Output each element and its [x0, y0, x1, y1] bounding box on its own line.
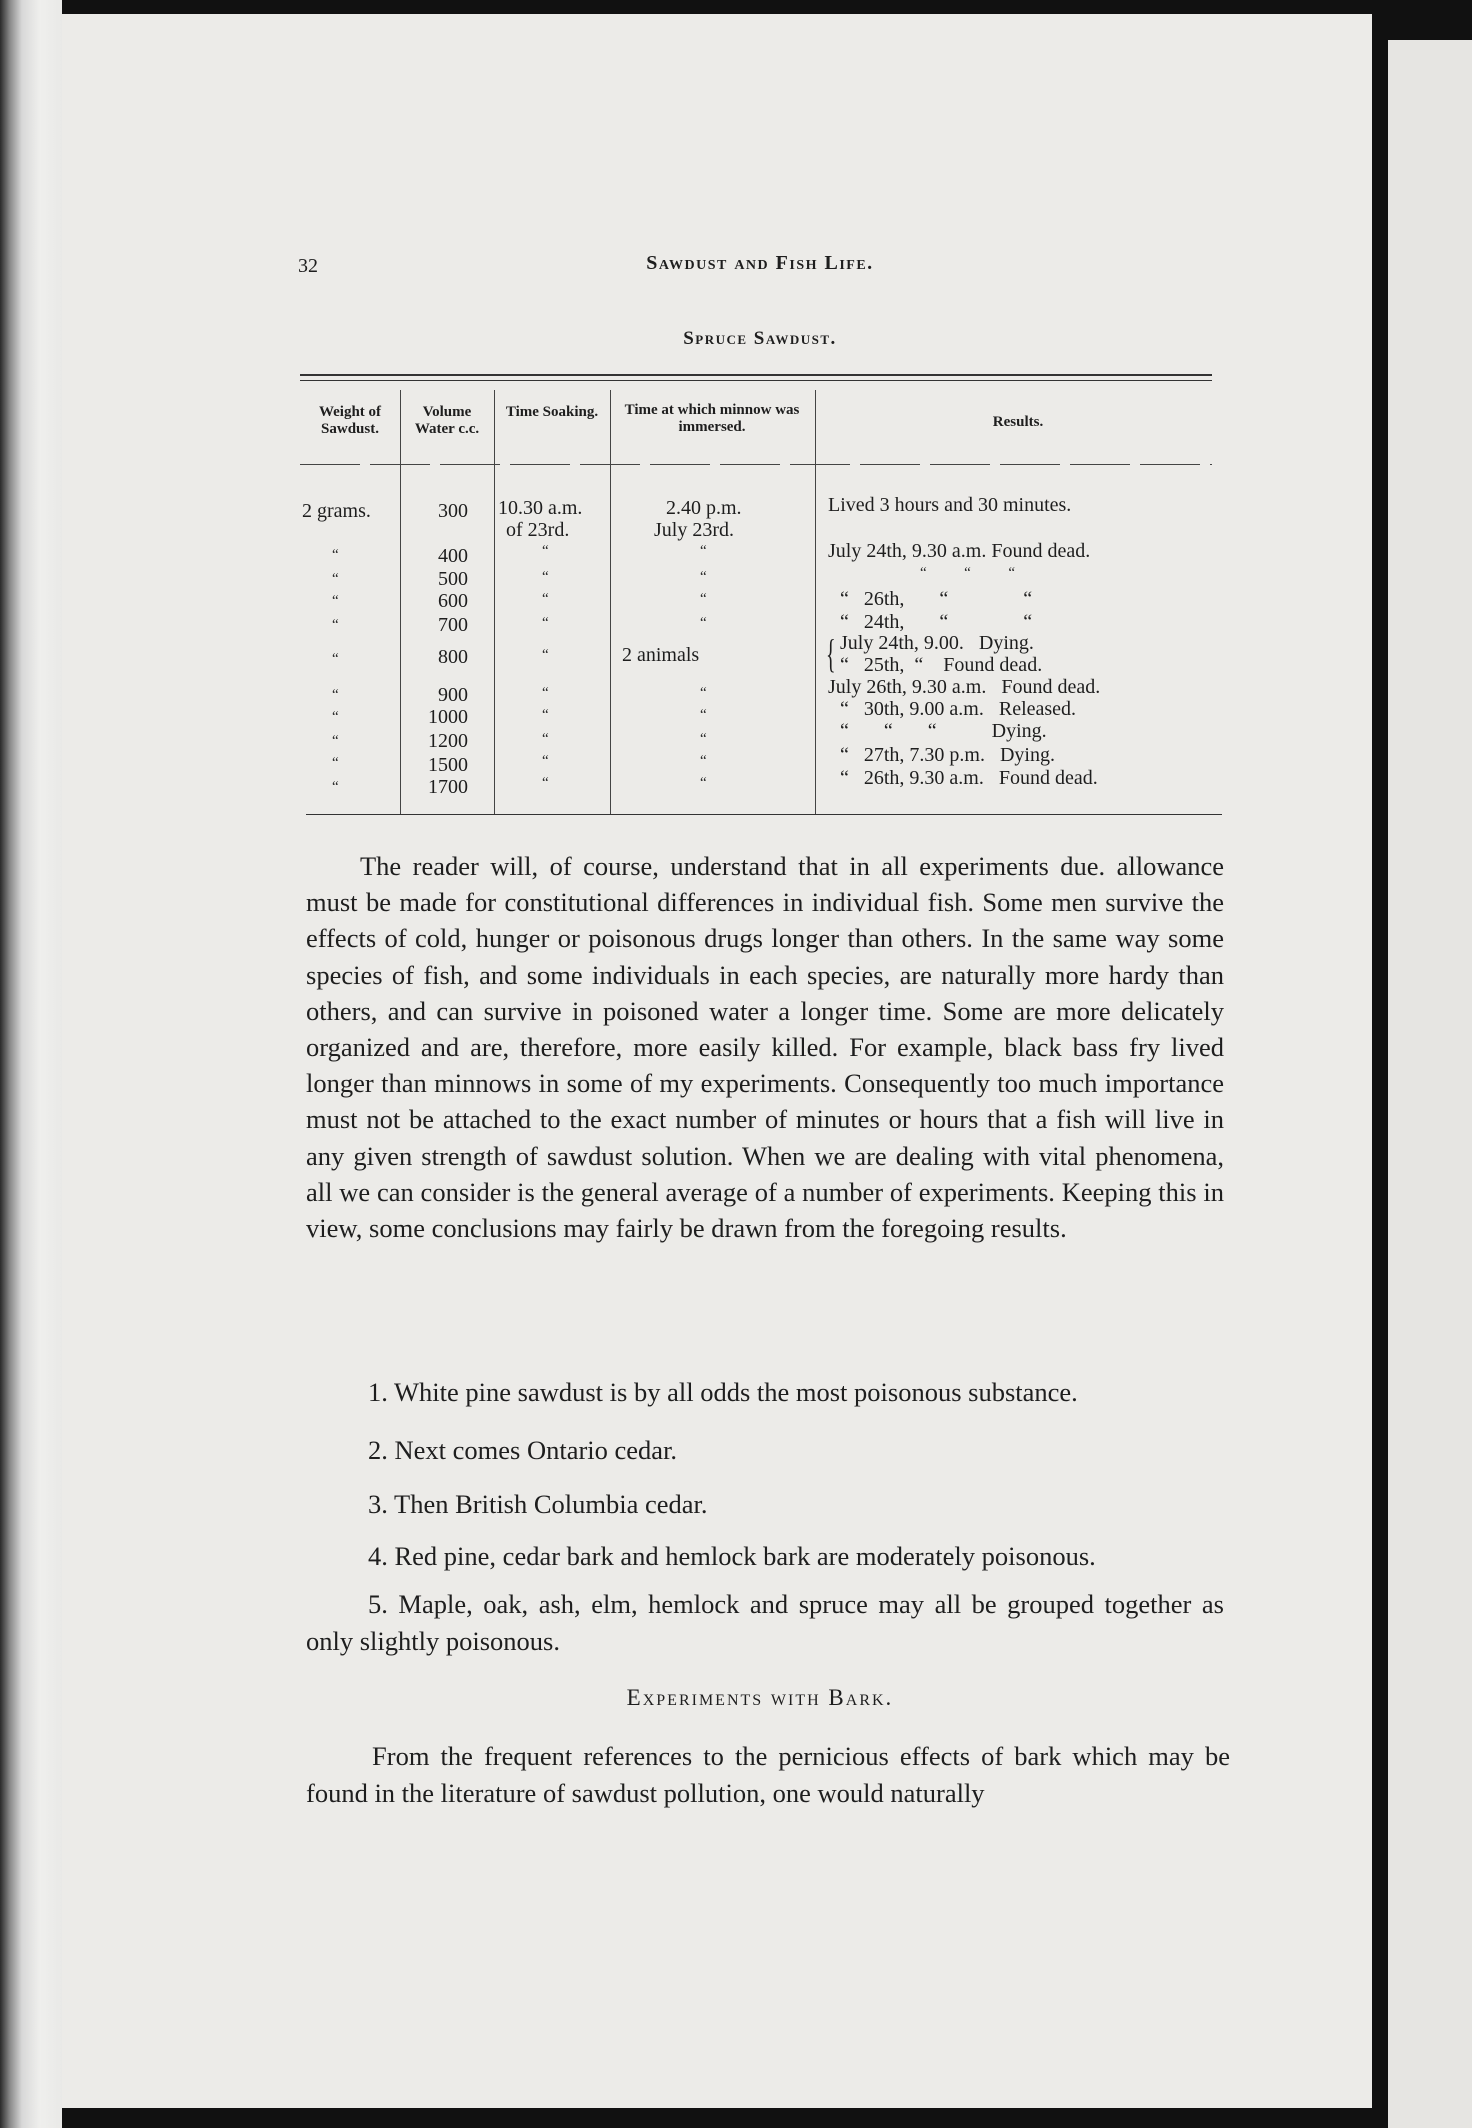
table-cell-immersed-line2: July 23rd. — [654, 519, 734, 541]
page-number: 32 — [298, 255, 318, 277]
table-cell-immersed: “ — [700, 569, 707, 585]
table-cell-immersed: “ — [700, 731, 707, 747]
running-title: Sawdust and Fish Life. — [646, 252, 874, 274]
table-cell-weight: “ — [332, 593, 339, 609]
table-cell-weight: “ — [332, 733, 339, 749]
table-cell-result: July 26th, 9.30 a.m. Found dead. — [828, 676, 1101, 698]
table-cell-volume: 800 — [438, 646, 468, 668]
table-cell-weight: “ — [332, 687, 339, 703]
table-cell-soaking: “ — [542, 615, 549, 631]
table-cell-immersed: “ — [700, 775, 707, 791]
table-cell-result: July 24th, 9.00. Dying. — [840, 632, 1034, 654]
table-cell-immersed: “ — [700, 685, 707, 701]
table-cell-soaking: “ — [542, 731, 549, 747]
table-cell-immersed: “ — [700, 543, 707, 559]
col-header-volume: Volume Water c.c. — [414, 404, 480, 437]
conclusion-item-2: 2. Next comes Ontario cedar. — [368, 1435, 678, 1465]
table-cell-weight: “ — [332, 709, 339, 725]
table-cell-soaking: “ — [542, 753, 549, 769]
table-cell-result: “ 27th, 7.30 p.m. Dying. — [840, 744, 1055, 766]
table-cell-weight: “ — [332, 617, 339, 633]
table-cell-weight: 2 grams. — [302, 500, 371, 522]
closing-paragraph: From the frequent references to the pernicious effects of bark which may be found in the literature of sawdust pollution, one would naturally — [306, 1741, 1230, 1808]
table-top-rule-thin — [300, 380, 1212, 381]
col-header-immersed: Time at which minnow was immersed. — [624, 402, 800, 435]
table-cell-weight: “ — [332, 755, 339, 771]
col-header-weight: Weight of Sawdust. — [318, 404, 382, 437]
col-divider-1 — [400, 390, 401, 814]
table-cell-soaking: “ — [542, 647, 549, 663]
table-cell-volume: 600 — [438, 590, 468, 612]
table-cell-result: “ 26th, “ “ — [840, 588, 1033, 610]
table-cell-result: July 24th, 9.30 a.m. Found dead. — [828, 540, 1091, 562]
body-paragraph — [306, 848, 1224, 1246]
next-page-edge — [1388, 40, 1472, 2128]
conclusion-item-5: 5. Maple, oak, ash, elm, hemlock and spruce may all be grouped together as only slightly poisonous. — [306, 1589, 1224, 1656]
table-cell-soaking: 10.30 a.m. — [498, 497, 583, 519]
table-cell-immersed: 2.40 p.m. — [666, 497, 742, 519]
table-cell-soaking: “ — [542, 543, 549, 559]
table-cell-volume: 1500 — [428, 754, 468, 776]
table-cell-result: “ 30th, 9.00 a.m. Released. — [840, 698, 1077, 720]
table-cell-result-line2: “ 25th, “ Found dead. — [840, 654, 1043, 676]
table-cell-volume: 300 — [438, 500, 468, 522]
table-cell-immersed: “ — [700, 707, 707, 723]
col-header-soaking: Time Soaking. — [505, 404, 599, 420]
table-cell-volume: 1200 — [428, 730, 468, 752]
book-binding-edge — [0, 0, 62, 2128]
table-cell-volume: 900 — [438, 684, 468, 706]
table-cell-weight: “ — [332, 651, 339, 667]
table-cell-soaking: “ — [542, 707, 549, 723]
table-cell-volume: 700 — [438, 614, 468, 636]
table-cell-weight: “ — [332, 779, 339, 795]
col-divider-4 — [815, 390, 816, 814]
table-cell-immersed: 2 animals — [622, 644, 700, 666]
table-cell-weight: “ — [332, 571, 339, 587]
section-heading: Experiments with Bark. — [626, 1685, 894, 1710]
table-cell-soaking: “ — [542, 775, 549, 791]
table-cell-result: “ 24th, “ “ — [840, 611, 1033, 633]
table-cell-soaking: “ — [542, 591, 549, 607]
brace-icon: { — [826, 631, 836, 676]
table-cell-result: Lived 3 hours and 30 minutes. — [828, 494, 1072, 516]
table-cell-volume: 500 — [438, 568, 468, 590]
table-cell-weight: “ — [332, 547, 339, 563]
col-divider-2 — [494, 390, 495, 814]
conclusion-item-3: 3. Then British Columbia cedar. — [368, 1489, 708, 1519]
table-cell-soaking: “ — [542, 569, 549, 585]
table-cell-immersed: “ — [700, 591, 707, 607]
table-top-rule — [300, 374, 1212, 376]
table-cell-immersed: “ — [700, 753, 707, 769]
header-underline — [300, 464, 1212, 465]
table-bottom-rule — [306, 814, 1222, 815]
table-cell-volume: 400 — [438, 545, 468, 567]
table-cell-result: “ “ “ — [920, 565, 1015, 581]
table-cell-result: “ “ “ Dying. — [840, 720, 1047, 742]
table-title: Spruce Sawdust. — [683, 328, 837, 349]
table-cell-soaking-line2: of 23rd. — [506, 519, 570, 541]
conclusion-item-1: 1. White pine sawdust is by all odds the most poisonous substance. — [368, 1377, 1078, 1407]
scan-bottom-border — [62, 2108, 1372, 2128]
table-cell-volume: 1700 — [428, 776, 468, 798]
table-cell-result: “ 26th, 9.30 a.m. Found dead. — [840, 767, 1098, 789]
table-cell-immersed: “ — [700, 615, 707, 631]
table-cell-volume: 1000 — [428, 706, 468, 728]
col-divider-3 — [610, 390, 611, 814]
table-cell-soaking: “ — [542, 685, 549, 701]
scan-top-border — [0, 0, 1472, 14]
paragraph-text: The reader will, of course, understand that in all experiments due. allowance must be made for constitutional differences in individual fish. Some men survive the effects of cold, hunger or poisonous drugs longer than others. In the same way some species of fish, and some individuals in each species, are naturally more hardy than others, and can survive in poisoned water a longer time. Some are more delicately organized and are, therefore, more easily killed. For example, black bass fry lived longer than minnows in some of my experiments. Consequently too much importance must not be attached to the exact number of minutes or hours that a fish will live in any given strength of sawdust solution. When we are dealing with vital phenomena, all we can consider is the general average of a number of experiments. Keeping this in view, some conclusions may fairly be drawn from the foregoing results. — [306, 851, 1224, 1244]
col-header-results: Results. — [992, 414, 1044, 430]
conclusion-item-4: 4. Red pine, cedar bark and hemlock bark are moderately poisonous. — [368, 1541, 1096, 1571]
